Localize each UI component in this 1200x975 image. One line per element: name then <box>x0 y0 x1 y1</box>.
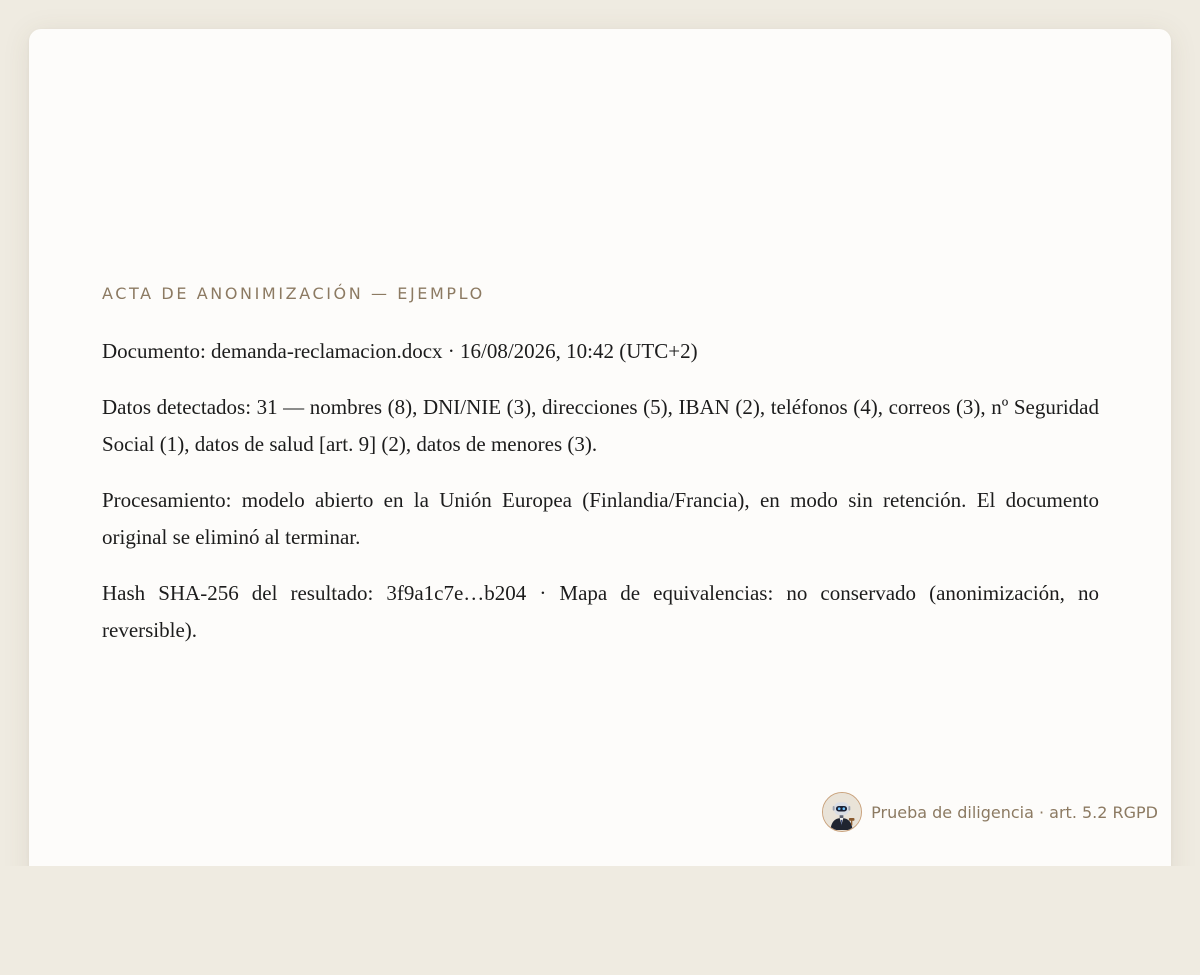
footer <box>822 792 1158 832</box>
hash-line: Hash SHA-256 del resultado: 3f9a1c7e…b204 · Mapa de equivalencias: no conservado (anonimización, no reversible). <box>102 581 1099 642</box>
record-content <box>102 283 1099 668</box>
robot-lawyer-avatar-icon <box>822 792 862 832</box>
page-bottom-band <box>0 866 1200 975</box>
detected-data-line: Datos detectados: 31 — nombres (8), DNI/NIE (3), direcciones (5), IBAN (2), teléfonos (4), correos (3), nº Seguridad Social (1), datos de salud [art. 9] (2), datos de menores (3). <box>102 395 1099 456</box>
processing-line: Procesamiento: modelo abierto en la Unión Europea (Finlandia/Francia), en modo sin retención. El documento original se eliminó al terminar. <box>102 488 1099 549</box>
document-line: Documento: demanda-reclamacion.docx · 16/08/2026, 10:42 (UTC+2) <box>102 339 698 363</box>
record-kicker: ACTA DE ANONIMIZACIÓN — EJEMPLO <box>102 284 485 303</box>
footer-label: Prueba de diligencia · art. 5.2 RGPD <box>871 802 1158 822</box>
record-card <box>29 29 1171 889</box>
